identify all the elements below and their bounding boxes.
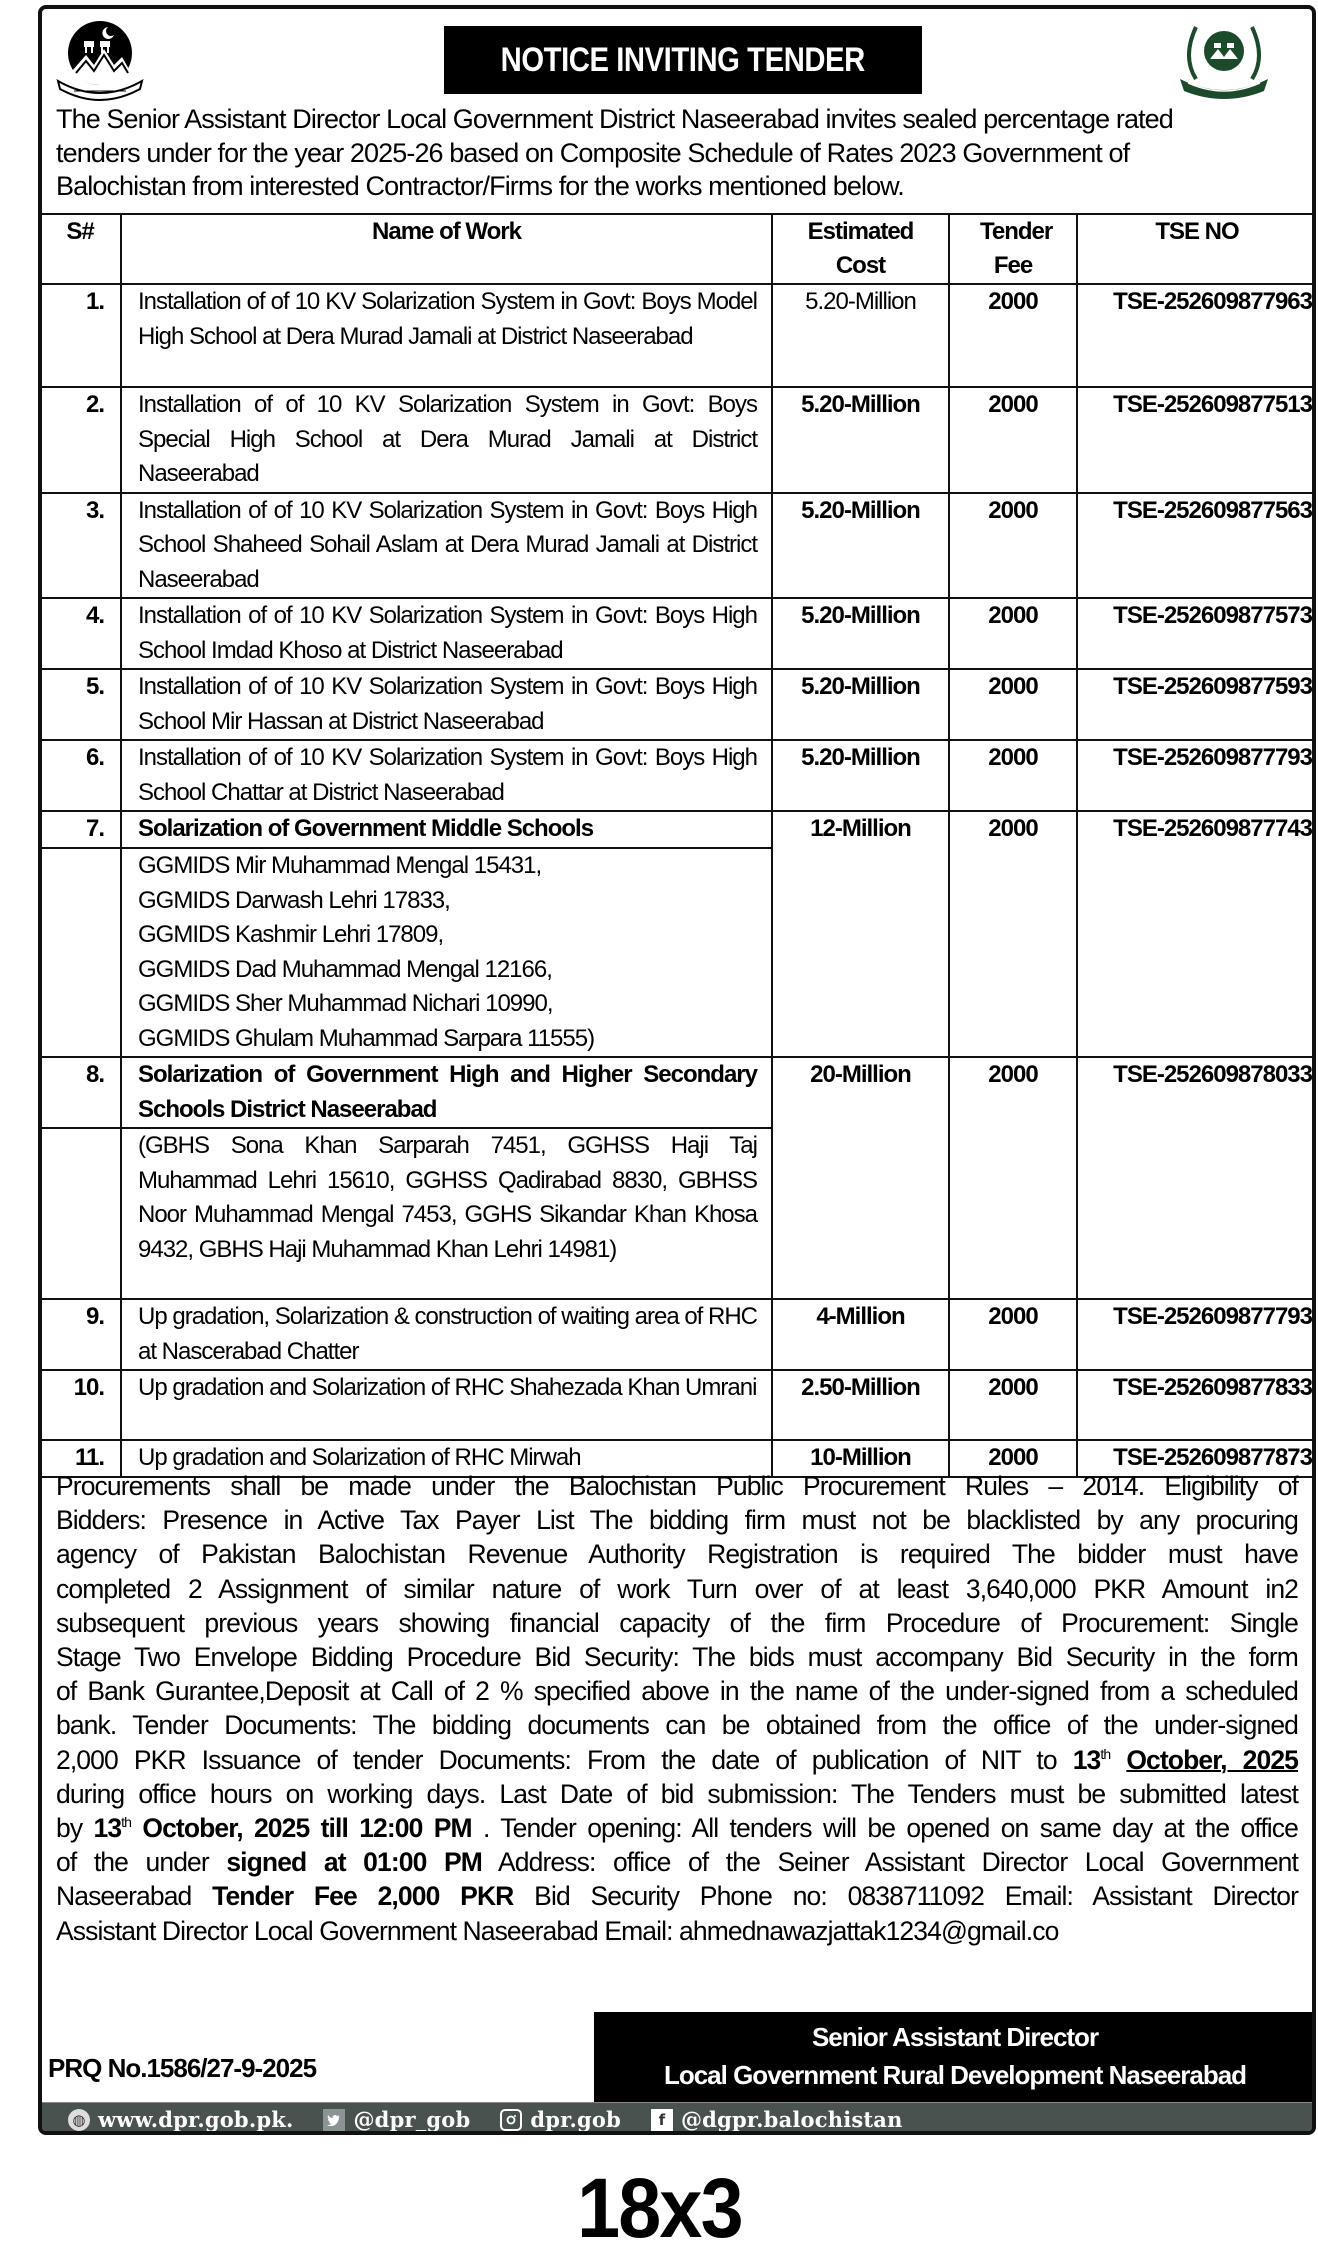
row-fee: 2000 (949, 1370, 1077, 1440)
notice-title: NOTICE INVITING TENDER (500, 40, 866, 79)
row-cost: 5.20-Million (772, 493, 949, 599)
terms-line (56, 1811, 1298, 1845)
row-sn: 10. (39, 1370, 121, 1440)
row-fee: 2000 (949, 284, 1077, 387)
ordinal-suffix: th (1100, 1745, 1111, 1762)
intro-line: The Senior Assistant Director Local Government District Naseerabad invites sealed percentage rated (56, 104, 1173, 134)
row-cost: 12-Million (772, 811, 949, 1057)
tender-fee-text: Tender Fee 2,000 PKR (212, 1881, 514, 1912)
school-item: GGMIDS Dad Muhammad Mengal 12166, (138, 955, 552, 983)
facebook-link[interactable] (651, 2107, 903, 2132)
school-item: GGMIDS Darwash Lehri 17833, (138, 886, 450, 914)
row-name: Solarization of Government High and Higher Secondary Schools District Naseerabad (121, 1057, 772, 1128)
instagram-link[interactable] (500, 2107, 621, 2132)
row-cost: 10-Million (772, 1440, 949, 1477)
terms-line: subsequent previous years showing financial capacity of the firm Procedure of Procurement: Single (56, 1607, 1298, 1638)
terms-line (56, 1845, 1298, 1879)
row-tse: TSE-252609877793 (1077, 1299, 1316, 1370)
row-name: Installation of of 10 KV Solarization System in Govt: Boys Model High School at Dera Murad Jamali at District Naseerabad (121, 284, 772, 387)
row-name: Installation of of 10 KV Solarization System in Govt: Boys Special High School at Dera Murad Jamali at District Naseerabad (121, 387, 772, 493)
row-sn-empty (39, 1128, 121, 1299)
instagram-icon (500, 2109, 522, 2131)
terms-paragraph (42, 1469, 1312, 1948)
notice-title-banner (444, 26, 922, 94)
opening-time: signed at 01:00 PM (226, 1847, 482, 1878)
terms-text: Bid Security Phone no: 0838711092 Email: Assistant Director (513, 1881, 1299, 1912)
social-bar (42, 2102, 1316, 2135)
instagram-handle: dpr.gob (530, 2107, 621, 2132)
row-fee: 2000 (949, 740, 1077, 811)
row-name: Installation of of 10 KV Solarization System in Govt: Boys High School Shaheed Sohail Aslam at Dera Murad Jamali at District Naseerabad (121, 493, 772, 599)
col-header-fee (949, 214, 1077, 284)
signatory-block (594, 2012, 1316, 2102)
twitter-handle: @dpr_gob (353, 2107, 471, 2132)
row-tse: TSE-252609877963 (1077, 284, 1316, 387)
issuance-deadline-month: October, 2025 (1126, 1744, 1298, 1775)
terms-text: of the under (56, 1847, 227, 1878)
terms-text: Address: office of the Seiner Assistant Director Local Government (481, 1847, 1298, 1878)
col-header-cost-text: Estimated Cost (807, 218, 914, 279)
row-details: (GBHS Sona Khan Sarparah 7451, GGHSS Haji Taj Muhammad Lehri 15610, GGHSS Qadirabad 8830, GBHSS Noor Muhammad Mengal 7453, GGHS Sikandar Khan Khosa 9432, GBHS Haji Muhammad Khan Lehri 14981) (121, 1128, 772, 1299)
terms-text: 2,000 PKR Issuance of tender Documents: From the date of publication of NIT to (56, 1744, 1073, 1775)
row-sn: 11. (39, 1440, 121, 1477)
row-fee: 2000 (949, 387, 1077, 493)
row-cost: 5.20-Million (772, 284, 949, 387)
table-row (39, 1299, 1316, 1370)
terms-line: Procurements shall be made under the Balochistan Public Procurement Rules – 2014. Eligibility of (56, 1471, 1298, 1501)
row-tse: TSE-252609877573 (1077, 598, 1316, 669)
table-header-row (39, 214, 1316, 284)
row-tse: TSE-252609878033 (1077, 1057, 1316, 1299)
row-tse: TSE-252609877513 (1077, 387, 1316, 493)
row-sn: 9. (39, 1299, 121, 1370)
row-cost: 5.20-Million (772, 669, 949, 740)
terms-line: Assistant Director Local Government Naseerabad Email: ahmednawazjattak1234@gmail.co (56, 1915, 1059, 1946)
terms-line: of Bank Gurantee,Deposit at Call of 2 % specified above in the name of the under-signed from a scheduled (56, 1676, 1298, 1707)
table-row (39, 493, 1316, 599)
twitter-icon (323, 2109, 345, 2131)
row-fee: 2000 (949, 1057, 1077, 1299)
row-tse: TSE-252609877593 (1077, 669, 1316, 740)
works-table (38, 213, 1316, 1478)
school-item: GGMIDS Mir Muhammad Mengal 15431, (138, 852, 542, 879)
row-cost: 5.20-Million (772, 740, 949, 811)
signatory-office: Local Government Rural Development Naseerabad (663, 2060, 1247, 2090)
row-cost: 5.20-Million (772, 387, 949, 493)
row-fee: 2000 (949, 493, 1077, 599)
row-sn: 7. (39, 811, 121, 848)
table-row (39, 387, 1316, 493)
row-fee: 2000 (949, 669, 1077, 740)
row-tse: TSE-252609877793 (1077, 740, 1316, 811)
row-sn-empty (39, 848, 121, 1057)
school-item: GGMIDS Ghulam Muhammad Sarpara 11555) (138, 1024, 595, 1052)
tender-notice (38, 5, 1316, 2135)
prq-number: PRQ No.1586/27-9-2025 (48, 2053, 317, 2083)
terms-line: during office hours on working days. Last Date of bid submission: The Tenders must be submitted latest (56, 1778, 1298, 1809)
terms-line: Bidders: Presence in Active Tax Payer List The bidding firm must not be blacklisted by any procuring (56, 1505, 1298, 1536)
row-fee: 2000 (949, 811, 1077, 1057)
row-name: Up gradation, Solarization & construction of waiting area of RHC at Nascerabad Chatter (121, 1299, 772, 1370)
school-item: GGMIDS Kashmir Lehri 17809, (138, 921, 444, 948)
terms-text: Naseerabad (56, 1881, 213, 1912)
row-cost: 20-Million (772, 1057, 949, 1299)
row-fee: 2000 (949, 1440, 1077, 1477)
row-name: Up gradation and Solarization of RHC Mirwah (121, 1440, 772, 1477)
facebook-handle: @dgpr.balochistan (680, 2107, 903, 2132)
ordinal-suffix: th (121, 1814, 132, 1831)
table-row (39, 1057, 1316, 1128)
signatory-title: Senior Assistant Director (811, 2022, 1099, 2052)
terms-text: . Tender opening: All tenders will be opened on same day at the office (471, 1813, 1298, 1844)
table-row (39, 811, 1316, 848)
facebook-icon: f (651, 2109, 673, 2131)
intro-line: tenders under for the year 2025-26 based on Composite Schedule of Rates 2023 Government of (56, 137, 1130, 168)
ad-size-label (0, 2160, 1318, 2249)
website-link[interactable] (68, 2107, 293, 2132)
table-row (39, 740, 1316, 811)
row-cost: 5.20-Million (772, 598, 949, 669)
row-tse: TSE-252609877873 (1077, 1440, 1316, 1477)
website-text: www.dpr.gob.pk. (98, 2107, 294, 2132)
dgpr-emblem-icon (1174, 17, 1274, 99)
terms-line: bank. Tender Documents: The bidding documents can be obtained from the office of the under-signed (56, 1710, 1298, 1741)
row-sn: 1. (39, 284, 121, 387)
row-details (121, 848, 772, 1057)
row-name: Solarization of Government Middle Schools (121, 811, 772, 848)
row-fee: 2000 (949, 598, 1077, 669)
row-cost: 2.50-Million (772, 1370, 949, 1440)
submission-deadline-day: 13 (93, 1813, 122, 1844)
row-name: Installation of of 10 KV Solarization System in Govt: Boys High School Imdad Khoso at District Naseerabad (121, 598, 772, 669)
row-name: Up gradation and Solarization of RHC Shahezada Khan Umrani (121, 1370, 772, 1440)
row-cost: 4-Million (772, 1299, 949, 1370)
terms-line (56, 1743, 1298, 1777)
submission-deadline: October, 2025 till 12:00 PM (131, 1813, 472, 1844)
intro-paragraph (42, 103, 1312, 204)
terms-line: completed 2 Assignment of similar nature of work Turn over of at least 3,640,000 PKR Amount in2 (56, 1573, 1298, 1604)
col-header-cost (772, 214, 949, 284)
row-tse: TSE-252609877563 (1077, 493, 1316, 599)
terms-line: Stage Two Envelope Bidding Procedure Bid Security: The bids must accompany Bid Security in the form (56, 1642, 1298, 1673)
row-sn: 4. (39, 598, 121, 669)
row-sn: 2. (39, 387, 121, 493)
row-sn: 8. (39, 1057, 121, 1128)
row-sn: 5. (39, 669, 121, 740)
table-row (39, 1370, 1316, 1440)
terms-line (56, 1879, 1298, 1913)
row-tse: TSE-252609877743 (1077, 811, 1316, 1057)
row-name: Installation of of 10 KV Solarization System in Govt: Boys High School Chattar at District Naseerabad (121, 740, 772, 811)
col-header-name: Name of Work (121, 214, 772, 284)
intro-line: Balochistan from interested Contractor/Firms for the works mentioned below. (56, 171, 904, 201)
table-row (39, 598, 1316, 669)
col-header-sn: S# (39, 214, 121, 284)
terms-line: agency of Pakistan Balochistan Revenue Authority Registration is required The bidder must have (56, 1539, 1298, 1570)
row-sn: 3. (39, 493, 121, 599)
col-header-fee-text: Tender Fee (980, 218, 1053, 279)
row-name: Installation of of 10 KV Solarization System in Govt: Boys High School Mir Hassan at District Naseerabad (121, 669, 772, 740)
globe-icon: ◍ (68, 2109, 90, 2131)
balochistan-emblem-icon (54, 15, 146, 103)
row-fee: 2000 (949, 1299, 1077, 1370)
issuance-deadline-day: 13 (1072, 1744, 1101, 1775)
ad-size-text: 18x3 (576, 2161, 742, 2249)
table-row (39, 284, 1316, 387)
row-tse: TSE-252609877833 (1077, 1370, 1316, 1440)
twitter-link[interactable] (323, 2107, 470, 2132)
table-row (39, 669, 1316, 740)
school-item: GGMIDS Sher Muhammad Nichari 10990, (138, 990, 553, 1017)
col-header-tse: TSE NO (1077, 214, 1316, 284)
row-sn: 6. (39, 740, 121, 811)
terms-text: by (56, 1813, 94, 1844)
